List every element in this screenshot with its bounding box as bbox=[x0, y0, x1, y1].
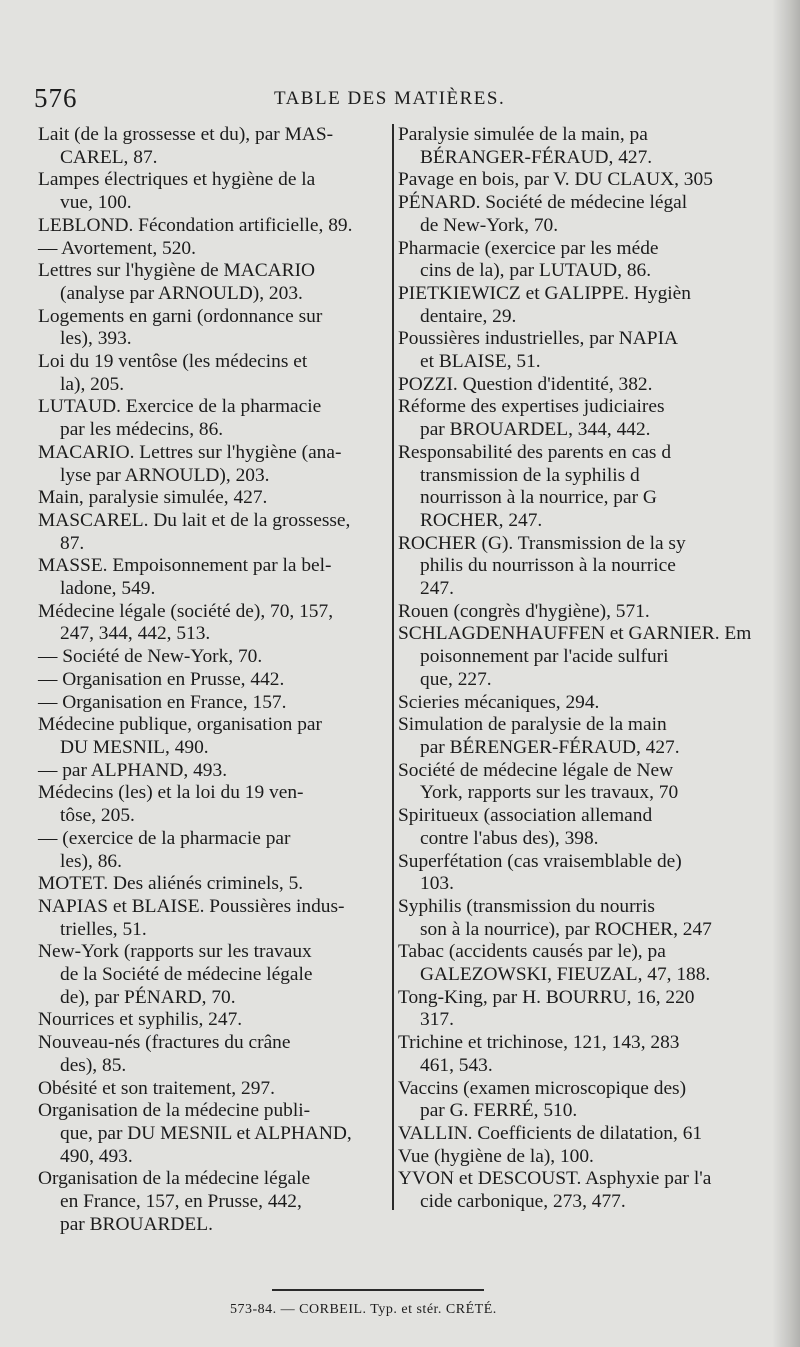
index-entry: Trichine et trichinose, 121, 143, 283 461, 543. bbox=[398, 1032, 680, 1076]
index-entry: MOTET. Des aliénés criminels, 5. bbox=[38, 873, 304, 895]
index-entry: Organisation de la médecine légale en France, 157, en Prusse, 442, par BROUARDEL. bbox=[38, 1168, 311, 1235]
index-entry: Syphilis (transmission du nourris son à la nourrice), par ROCHER, 247 bbox=[398, 895, 712, 940]
index-entry: Médecine publique, organisation par DU MESNIL, 490. bbox=[38, 714, 322, 758]
index-entry: Médecins (les) et la loi du 19 ven- tôse, 205. bbox=[38, 782, 304, 827]
index-entry: Pavage en bois, par V. DU CLAUX, 305 bbox=[398, 169, 713, 191]
index-entry: — Société de New-York, 70. bbox=[38, 646, 263, 668]
page-header bbox=[34, 83, 754, 117]
index-entry: Lettres sur l'hygiène de MACARIO (analyse par ARNOULD), 203. bbox=[38, 260, 316, 304]
index-entry: — Organisation en France, 157. bbox=[38, 691, 287, 713]
index-entry: POZZI. Question d'identité, 382. bbox=[398, 373, 653, 395]
index-entry: Tong-King, par H. BOURRU, 16, 220 317. bbox=[398, 986, 695, 1031]
index-entry: Spiritueux (association allemand contre l'abus des), 398. bbox=[398, 805, 653, 849]
index-entry: Lampes électriques et hygiène de la vue, 100. bbox=[38, 169, 316, 214]
index-entry: Superfétation (cas vraisemblable de) 103. bbox=[398, 850, 682, 895]
index-entry: MASSE. Empoisonnement par la bel- ladone, 549. bbox=[38, 555, 332, 600]
index-entry: Scieries mécaniques, 294. bbox=[398, 691, 600, 713]
index-entry: Responsabilité des parents en cas d transmission de la syphilis d nourrisson à la nourrice, par G ROCHER, 247. bbox=[398, 441, 672, 531]
index-entry: Pharmacie (exercice par les méde cins de la), par LUTAUD, 86. bbox=[398, 237, 659, 282]
index-entry: PIETKIEWICZ et GALIPPE. Hygièn dentaire, 29. bbox=[398, 282, 691, 327]
index-entry: Main, paralysie simulée, 427. bbox=[38, 487, 268, 509]
index-entry: Loi du 19 ventôse (les médecins et la), 205. bbox=[38, 351, 308, 395]
index-entry: Logements en garni (ordonnance sur les), 393. bbox=[38, 305, 323, 350]
index-entry: Tabac (accidents causés par le), pa GALEZOWSKI, FIEUZAL, 47, 188. bbox=[398, 941, 711, 986]
index-entry: — Organisation en Prusse, 442. bbox=[38, 668, 285, 690]
index-entry: LUTAUD. Exercice de la pharmacie par les médecins, 86. bbox=[38, 396, 322, 441]
index-entry: VALLIN. Coefficients de dilatation, 61 bbox=[398, 1122, 703, 1144]
index-entry: NAPIAS et BLAISE. Poussières indus- trielles, 51. bbox=[38, 895, 345, 940]
index-entry: MACARIO. Lettres sur l'hygiène (ana- lyse par ARNOULD), 203. bbox=[38, 441, 342, 486]
index-entry: Vaccins (examen microscopique des) par G. FERRÉ, 510. bbox=[398, 1077, 687, 1122]
index-entry: — par ALPHAND, 493. bbox=[38, 759, 228, 781]
running-title: TABLE DES MATIÈRES. bbox=[274, 88, 506, 109]
index-entry: SCHLAGDENHAUFFEN et GARNIER. Em poisonnement par l'acide sulfuri que, 227. bbox=[398, 623, 752, 690]
index-entry: YVON et DESCOUST. Asphyxie par l'a cide carbonique, 273, 477. bbox=[398, 1168, 712, 1213]
index-entry: Obésité et son traitement, 297. bbox=[38, 1077, 275, 1099]
index-entry: Nourrices et syphilis, 247. bbox=[38, 1009, 243, 1031]
index-entry: Société de médecine légale de New York, rapports sur les travaux, 70 bbox=[398, 759, 679, 804]
index-entry: Poussières industrielles, par NAPIA et BLAISE, 51. bbox=[398, 328, 679, 373]
index-entry: Simulation de paralysie de la main par BÉRENGER-FÉRAUD, 427. bbox=[398, 714, 680, 758]
index-entry: LEBLOND. Fécondation artificielle, 89. bbox=[38, 214, 353, 236]
page-number: 576 bbox=[34, 83, 78, 113]
index-entry: MASCAREL. Du lait et de la grossesse, 87. bbox=[38, 509, 351, 554]
index-entry: Médecine légale (société de), 70, 157, 247, 344, 442, 513. bbox=[38, 600, 334, 645]
index-entry: PÉNARD. Société de médecine légal de New-York, 70. bbox=[398, 192, 688, 236]
printer-imprint: 573-84. — CORBEIL. Typ. et stér. CRÉTÉ. bbox=[230, 1302, 497, 1317]
index-entry: Rouen (congrès d'hygiène), 571. bbox=[398, 600, 650, 622]
index-column-right bbox=[398, 124, 798, 1214]
index-entry: New-York (rapports sur les travaux de la Société de médecine légale de), par PÉNARD, 70. bbox=[38, 941, 313, 1008]
index-entry: Paralysie simulée de la main, pa BÉRANGER-FÉRAUD, 427. bbox=[398, 124, 653, 168]
footer-rule bbox=[272, 1289, 484, 1291]
index-entry: — Avortement, 520. bbox=[38, 237, 196, 259]
index-entry: Lait (de la grossesse et du), par MAS- CAREL, 87. bbox=[38, 124, 334, 168]
index-entry: Vue (hygiène de la), 100. bbox=[398, 1145, 594, 1167]
index-entry: Réforme des expertises judiciaires par BROUARDEL, 344, 442. bbox=[398, 396, 665, 441]
index-entry: ROCHER (G). Transmission de la sy philis du nourrisson à la nourrice 247. bbox=[398, 532, 686, 600]
index-entry: Organisation de la médecine publi- que, par DU MESNIL et ALPHAND, 490, 493. bbox=[38, 1100, 352, 1167]
index-entry: Nouveau-nés (fractures du crâne des), 85. bbox=[38, 1032, 291, 1076]
index-entry: — (exercice de la pharmacie par les), 86. bbox=[38, 827, 291, 872]
index-column-left bbox=[38, 124, 384, 1236]
column-divider bbox=[392, 124, 394, 1210]
